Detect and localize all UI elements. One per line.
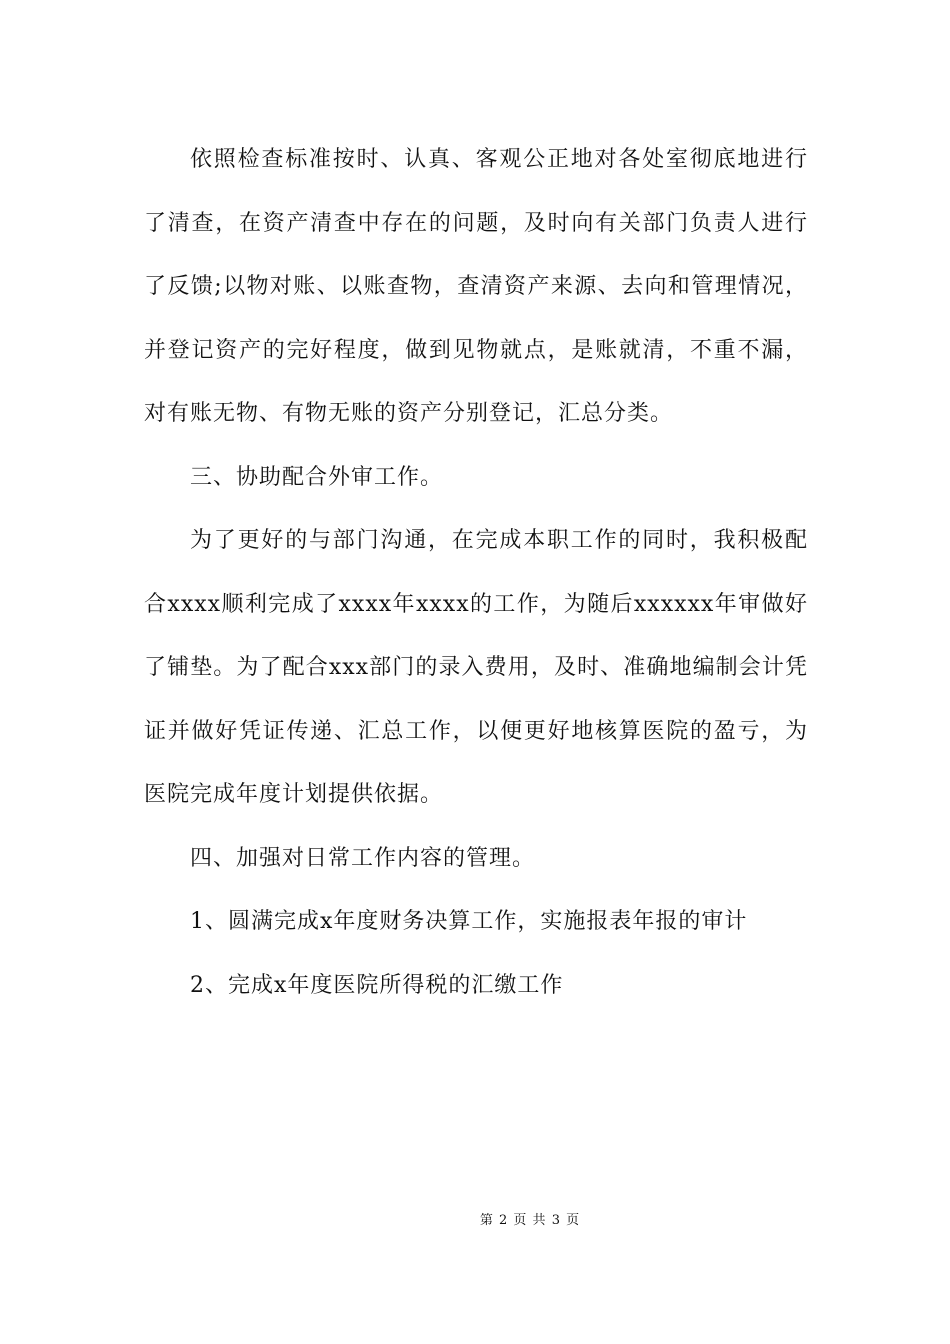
list-item-1: 1、圆满完成x年度财务决算工作，实施报表年报的审计 bbox=[190, 909, 748, 934]
page-number-footer: 第 2 页 共 3 页 bbox=[479, 1213, 581, 1228]
heading-section-4: 四、加强对日常工作内容的管理。 bbox=[190, 845, 536, 871]
paragraph-asset-check: 依照检查标准按时、认真、客观公正地对各处室彻底地进行了清查，在资产清查中存在的问题，及时向有关部门负责人进行了反馈;以物对账、以账查物，查清资产来源、去向和管理情况，并登记资产的完好程度，做到见物就点，是账就清，不重不漏，对有账无物、有物无账的资产分别登记，汇总分类。 bbox=[144, 147, 808, 426]
list-item-2: 2、完成x年度医院所得税的汇缴工作 bbox=[190, 972, 564, 998]
paragraph-external-audit: 为了更好的与部门沟通，在完成本职工作的同时，我积极配合xxxx顺利完成了xxxx年xxxx的工作，为随后xxxxxx年审做好了铺垫。为了配合xxx部门的录入费用，及时、准确地编制会计凭证并做好凭证传递、汇总工作，以便更好地核算医院的盈亏，为医院完成年度计划提供依据。 bbox=[144, 528, 808, 807]
heading-section-3: 三、协助配合外审工作。 bbox=[190, 464, 444, 490]
document-body bbox=[144, 128, 808, 1017]
